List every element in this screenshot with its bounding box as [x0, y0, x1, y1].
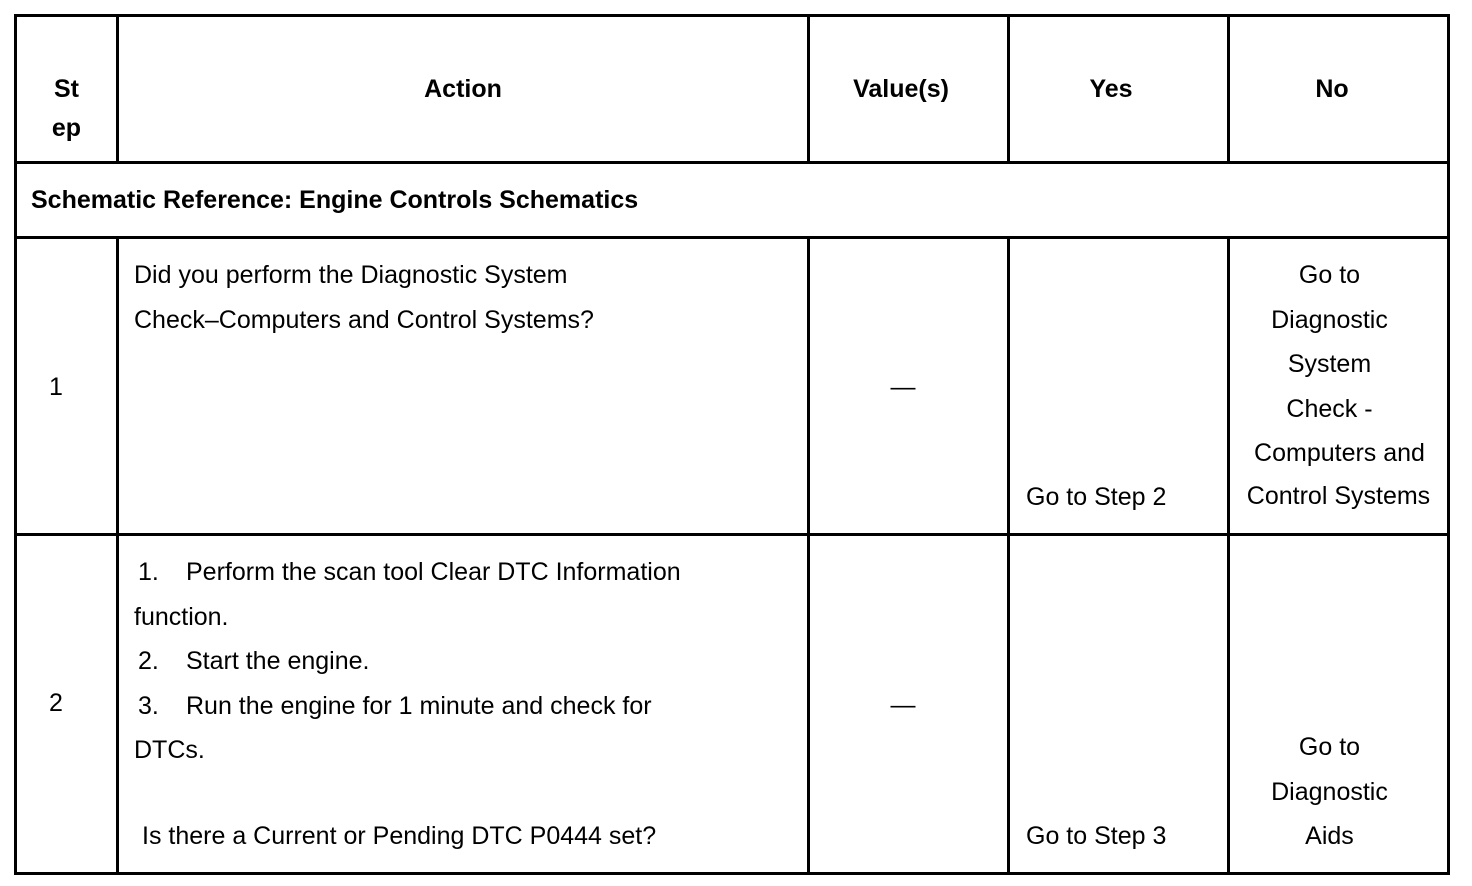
row-2-action: [134, 550, 681, 773]
col-divider-values: [1007, 236, 1010, 875]
row-1-no-line: Computers and: [1254, 439, 1425, 467]
list-number: 1.: [138, 558, 159, 586]
row-2-step: 2: [49, 689, 63, 717]
list-text: Start the engine.: [186, 647, 370, 675]
row-divider: [14, 533, 1450, 536]
list-text: Run the engine for 1 minute and check for: [186, 691, 652, 720]
row-1-step: 1: [49, 373, 63, 401]
row-2-question: Is there a Current or Pending DTC P0444 set?: [142, 822, 657, 850]
list-text: Perform the scan tool Clear DTC Information: [186, 558, 681, 586]
list-number: 3.: [138, 691, 159, 720]
row-1-action: [134, 253, 594, 342]
header-yes: Yes: [1089, 75, 1133, 103]
row-2-action-item: [134, 684, 681, 729]
row-1-no-line: Control Systems: [1246, 481, 1431, 510]
row-2-action-item: [134, 595, 681, 640]
row-2-no-line: Aids: [1305, 822, 1354, 850]
row-1-no-line: Go to: [1298, 261, 1361, 289]
header-step-line-1: St: [54, 75, 79, 103]
row-2-no: [1230, 725, 1429, 859]
row-1-no-line: Diagnostic: [1271, 305, 1388, 334]
row-1-no: [1230, 253, 1447, 516]
row-2-yes: Go to Step 3: [1026, 822, 1167, 850]
table-border-right: [1447, 14, 1450, 875]
header-no: No: [1315, 75, 1349, 103]
row-1-no-line: System: [1287, 350, 1372, 378]
table-border-top: [14, 14, 1450, 17]
row-1-action-line: Did you perform the Diagnostic System: [134, 261, 568, 289]
list-text: function.: [134, 602, 229, 631]
row-2-action-item: [134, 639, 681, 684]
header-action: Action: [424, 75, 502, 103]
header-step-line-2: ep: [51, 114, 82, 142]
table-border-bottom: [14, 872, 1450, 875]
list-number: 2.: [138, 647, 159, 675]
row-1-yes: Go to Step 2: [1026, 483, 1167, 511]
row-2-no-line: Diagnostic: [1271, 777, 1388, 806]
row-2-action-item: [134, 550, 681, 595]
header-step: [17, 70, 116, 148]
row-1-action-line: Check–Computers and Control Systems?: [134, 305, 594, 334]
row-2-value: —: [890, 691, 916, 719]
header-divider: [14, 161, 1450, 164]
schematic-reference: Schematic Reference: Engine Controls Schematics: [31, 186, 639, 214]
list-text: DTCs.: [134, 736, 205, 764]
col-divider-action: [807, 236, 810, 875]
row-1-no-line: Check -: [1286, 394, 1373, 423]
col-divider-step: [116, 236, 119, 875]
row-1-value: —: [890, 373, 916, 401]
header-values: Value(s): [853, 75, 949, 103]
schematic-divider: [14, 236, 1450, 239]
row-2-no-line: Go to: [1298, 733, 1361, 761]
row-2-action-item: [134, 728, 681, 773]
